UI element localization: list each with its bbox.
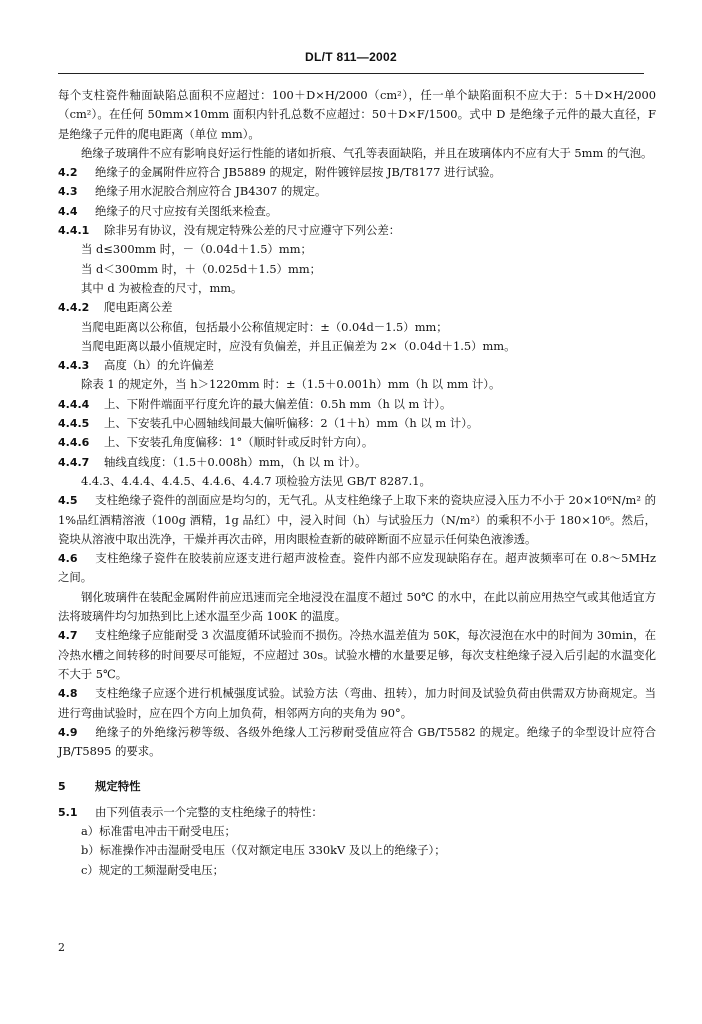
clause-text: 上、下安装孔中心圆轴线间最大偏听偏移：2（1＋h）mm（h 以 m 计）。 bbox=[104, 416, 479, 431]
clause-text: 上、下安装孔角度偏移：1°（顺时针或反时针方向）。 bbox=[104, 435, 374, 450]
clause-number: 4.4 bbox=[58, 204, 78, 218]
clause-4-9 bbox=[58, 723, 656, 762]
list-item-b: b）标准操作冲击湿耐受电压（仅对额定电压 330kV 及以上的绝缘子）； bbox=[81, 843, 446, 858]
clause-text: 爬电距离公差 bbox=[104, 300, 173, 315]
clause-4-6 bbox=[58, 549, 656, 588]
clause-number: 5.1 bbox=[58, 805, 78, 819]
clause-number: 4.4.3 bbox=[58, 359, 90, 373]
clause-text: 支柱绝缘子瓷件的剖面应是均匀的，无气孔。从支柱绝缘子上取下来的瓷块应浸入压力不小于 20×10⁶N/m² 的 1%品红酒精溶液（100g 酒精，1g 品红）中，浸入时间（h）与试验压力（N/m²）的乘积不小于 180×10⁶。然后，瓷块从溶液中取出洗净，干燥并再次击碎，用肉眼检查新的破碎断面不应显示任何染色液渗透。 bbox=[58, 493, 656, 546]
clause-text: 由下列值表示一个完整的支柱绝缘子的特性： bbox=[95, 804, 323, 819]
clause-number: 4.4.7 bbox=[58, 455, 90, 469]
clause-number: 4.4.4 bbox=[58, 397, 90, 411]
clause-number: 4.2 bbox=[58, 166, 78, 180]
clause-text: 绝缘子的金属附件应符合 JB5889 的规定，附件镀锌层按 JB/T8177 进行试验。 bbox=[95, 165, 501, 180]
body-text bbox=[58, 86, 656, 880]
clause-4-4-4 bbox=[58, 395, 656, 414]
list-item-c: c）规定的工频湿耐受电压； bbox=[81, 862, 225, 877]
clause-5-1 bbox=[58, 803, 656, 822]
clause-number: 4.4.6 bbox=[58, 436, 90, 450]
creepage-line-2: 当爬电距离以最小值规定时，应没有负偏差，并且正偏差为 2×（0.04d＋1.5）mm。 bbox=[81, 338, 516, 353]
clause-4-4-3 bbox=[58, 356, 656, 375]
clause-number: 4.9 bbox=[58, 725, 78, 739]
creepage-line-1: 当爬电距离以公称值，包括最小公称值规定时：±（0.04d－1.5）mm； bbox=[81, 319, 448, 334]
section-spacer bbox=[58, 761, 656, 777]
clause-4-8 bbox=[58, 684, 656, 723]
clause-4-4-2 bbox=[58, 298, 656, 317]
section-title: 规定特性 bbox=[95, 779, 141, 794]
tolerance-line-2: 当 d＜300mm 时，＋（0.025d＋1.5）mm； bbox=[81, 261, 322, 276]
paragraph-glass-defects: 绝缘子玻璃件不应有影响良好运行性能的诸如折痕、气孔等表面缺陷，并且在玻璃体内不应有大于 5mm 的气泡。 bbox=[81, 145, 653, 160]
clause-number: 4.5 bbox=[58, 494, 78, 508]
clause-4-4-1 bbox=[58, 221, 656, 240]
clause-number: 4.8 bbox=[58, 687, 78, 701]
clause-4-2 bbox=[58, 163, 656, 182]
paragraph-defect-area: 每个支柱瓷件釉面缺陷总面积不应超过：100＋D×H/2000（cm²），任一单个缺陷面积不应大于：5＋D×H/2000（cm²）。在任何 50mm×10mm 面积内针孔总数不应超过：50＋D×F/1500。式中 D 是绝缘子元件的最大直径，F 是绝缘子元件的爬电距离（单位 mm）。 bbox=[58, 88, 656, 141]
clause-4-4 bbox=[58, 202, 656, 221]
clause-4-4-5 bbox=[58, 414, 656, 433]
page-number: 2 bbox=[58, 941, 65, 954]
clause-text: 轴线直线度：（1.5＋0.008h）mm，（h 以 m 计）。 bbox=[104, 454, 367, 469]
clause-text: 高度（h）的允许偏差 bbox=[104, 358, 214, 373]
height-tolerance-line: 除表 1 的规定外，当 h＞1220mm 时：±（1.5＋0.001h）mm（h 以 mm 计）。 bbox=[81, 377, 501, 392]
clause-text: 绝缘子的外绝缘污秽等级、各级外绝缘人工污秽耐受值应符合 GB/T5582 的规定。绝缘子的伞型设计应符合 JB/T5895 的要求。 bbox=[58, 724, 656, 759]
page-header-standard-number: DL/T 811—2002 bbox=[305, 50, 397, 64]
clause-text: 绝缘子用水泥胶合剂应符合 JB4307 的规定。 bbox=[95, 184, 327, 199]
clause-number: 4.7 bbox=[58, 629, 78, 643]
clause-text: 支柱绝缘子瓷件在胶装前应逐支进行超声波检查。瓷件内部不应发现缺陷存在。超声波频率可在 0.8～5MHz 之间。 bbox=[58, 551, 656, 585]
clause-text: 支柱绝缘子应能耐受 3 次温度循环试验而不损伤。冷热水温差值为 50K，每次浸泡在水中的时间为 30min，在冷热水槽之间转移的时间要尽可能短，不应超过 30s。试验水槽的水量要足够，每次支柱绝缘子浸入后引起的水温变化不大于 5℃。 bbox=[58, 628, 656, 681]
clause-number: 4.4.1 bbox=[58, 224, 90, 238]
clause-text: 上、下附件端面平行度允许的最大偏差值：0.5h mm（h 以 m 计）。 bbox=[104, 396, 452, 411]
clause-4-5 bbox=[58, 491, 656, 549]
clause-text: 支柱绝缘子应逐个进行机械强度试验。试验方法（弯曲、扭转），加力时间及试验负荷由供需双方协商规定。当进行弯曲试验时，应在四个方向上加负荷，相邻两方向的夹角为 90°。 bbox=[58, 686, 656, 720]
clause-text: 绝缘子的尺寸应按有关图纸来检查。 bbox=[95, 203, 278, 218]
clause-number: 4.4.2 bbox=[58, 301, 90, 315]
clause-4-4-6 bbox=[58, 433, 656, 452]
tolerance-line-3: 其中 d 为被检查的尺寸，mm。 bbox=[81, 280, 243, 295]
section-number: 5 bbox=[58, 780, 66, 794]
clause-4-3 bbox=[58, 182, 656, 201]
clause-number: 4.6 bbox=[58, 552, 78, 566]
list-item-a: a）标准雷电冲击干耐受电压； bbox=[81, 823, 236, 838]
inspection-method-line: 4.4.3、4.4.4、4.4.5、4.4.6、4.4.7 项检验方法见 GB/T 8287.1。 bbox=[81, 473, 431, 488]
clause-4-4-7 bbox=[58, 453, 656, 472]
section-5-heading bbox=[58, 777, 656, 796]
clause-number: 4.4.5 bbox=[58, 417, 90, 431]
clause-4-7 bbox=[58, 626, 656, 684]
tolerance-line-1: 当 d≤300mm 时，－（0.04d＋1.5）mm； bbox=[81, 242, 312, 257]
clause-text: 除非另有协议，没有规定特殊公差的尺寸应遵守下列公差： bbox=[104, 223, 401, 238]
header-rule bbox=[58, 73, 644, 74]
paragraph-tempered-glass: 钢化玻璃件在装配金属附件前应迅速而完全地浸没在温度不超过 50℃ 的水中，在此以前应用热空气或其他适宜方法将玻璃件均匀加热到比上述水温至少高 100K 的温度。 bbox=[58, 589, 656, 624]
clause-number: 4.3 bbox=[58, 185, 78, 199]
